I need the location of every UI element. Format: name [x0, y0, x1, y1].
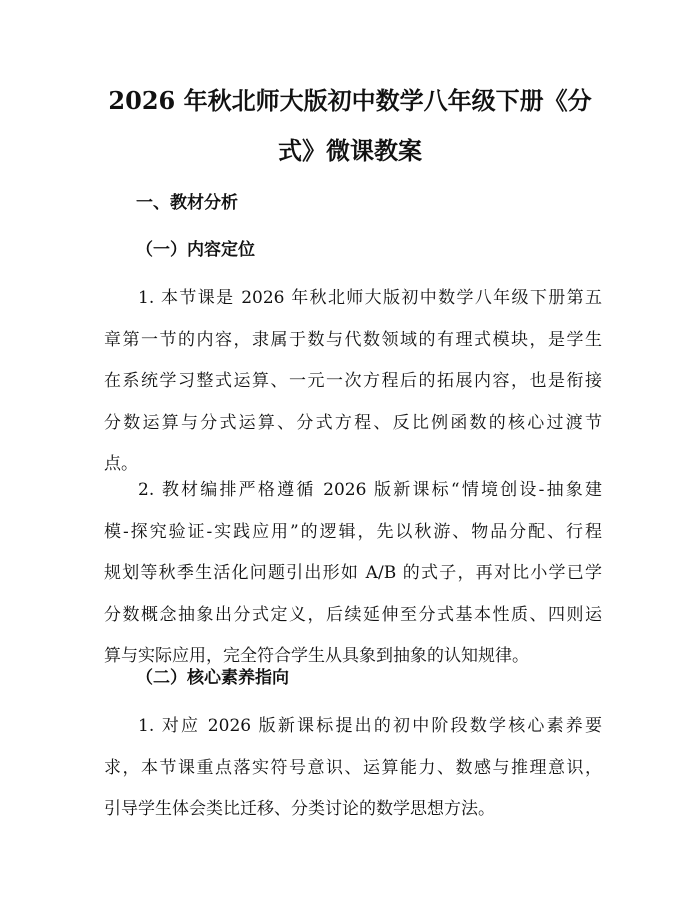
paragraph-line: 引导学生体会类比迁移、分类讨论的数学思想方法。 [104, 799, 495, 819]
paragraph-line: 分数运算与分式运算、分式方程、反比例函数的核心过渡节 [104, 412, 602, 433]
paragraph-line: 求，本节课重点落实符号意识、运算能力、数感与推理意识， [104, 757, 602, 778]
paragraph-line: 分数概念抽象出分式定义，后续延伸至分式基本性质、四则运 [104, 604, 602, 625]
paragraph-2 [104, 478, 602, 668]
paragraph-line: 2. 教材编排严格遵循 2026 版新课标“情境创设-抽象建 [138, 480, 602, 500]
subsection-heading-content-positioning: （一）内容定位 [136, 240, 255, 260]
paragraph-line: 模-探究验证-实践应用”的逻辑，先以秋游、物品分配、行程 [104, 521, 602, 542]
paragraph-line: 在系统学习整式运算、一元一次方程后的拓展内容，也是衔接 [104, 371, 602, 391]
paragraph-line: 算与实际应用，完全符合学生从具象到抽象的认知规律。 [104, 646, 529, 666]
document-title-line-2: 式》微课教案 [278, 136, 422, 165]
paragraph-line: 1. 本节课是 2026 年秋北师大版初中数学八年级下册第五 [138, 288, 602, 308]
subsection-heading-core-literacy: （二）核心素养指向 [136, 668, 289, 688]
paragraph-line: 章第一节的内容，隶属于数与代数领域的有理式模块，是学生 [104, 329, 602, 350]
section-heading-textbook-analysis: 一、教材分析 [136, 193, 238, 213]
paragraph-3 [104, 714, 602, 821]
paragraph-1 [104, 286, 602, 476]
paragraph-line: 点。 [104, 454, 138, 474]
paragraph-line: 规划等秋季生活化问题引出形如 A/B 的式子，再对比小学已学 [104, 563, 602, 583]
document-title-line-1: 2026 年秋北师大版初中数学八年级下册《分 [108, 86, 592, 115]
paragraph-line: 1. 对应 2026 版新课标提出的初中阶段数学核心素养要 [138, 716, 602, 736]
